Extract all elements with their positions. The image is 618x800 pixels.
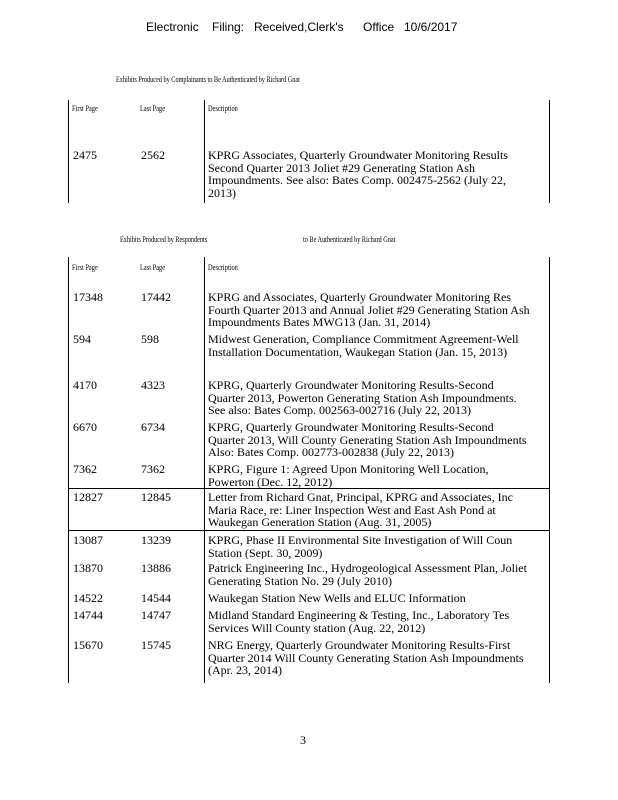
row-last-page: 12845 [141,490,171,504]
row-first-page: 15670 [73,638,103,652]
table1-caption: Exhibits Produced by Complainants to Be Authenticated by Richard Gnat [116,75,300,84]
row-first-page: 17348 [73,290,103,304]
row-description: KPRG and Associates, Quarterly Groundwater Monitoring Res Fourth Quarter 2013 and Annual Joliet #29 Generating Station Ash Impoundments Bates MWG13 (Jan. 31, 2014) [208,291,530,329]
row-last-page: 4323 [141,378,165,392]
header-received: Received,Clerk's [254,20,344,34]
table1-border-right [549,100,550,203]
row-first-page: 12827 [73,490,103,504]
row-first-page: 7362 [73,462,97,476]
table1-col-first-page: First Page [72,104,98,113]
row-first-page: 14744 [73,608,103,622]
table2-divider [204,257,205,683]
row-description: Midwest Generation, Compliance Commitment Agreement-Well Installation Documentation, Waukegan Station (Jan. 15, 2013) [208,333,519,358]
row-last-page: 6734 [141,420,165,434]
table1-border-left [68,100,69,203]
row-last-page: 7362 [141,462,165,476]
row-first-page: 13870 [73,561,103,575]
row-description: KPRG, Figure 1: Agreed Upon Monitoring Well Location, Powerton (Dec. 12, 2012) [208,463,489,488]
table1-col-last-page: Last Page [140,104,166,113]
row-last-page: 13886 [141,561,171,575]
row-description: KPRG, Phase II Environmental Site Investigation of Will Coun Station (Sept. 30, 2009) [208,534,513,559]
table2-col-last-page: Last Page [140,263,166,272]
header-date: 10/6/2017 [404,20,458,34]
row-first-page: 6670 [73,420,97,434]
row-description: Patrick Engineering Inc., Hydrogeological Assessment Plan, Joliet Generating Station No. 29 (July 2010) [208,562,527,587]
table2-caption-left: Exhibits Produced by Respondents [120,235,208,244]
row-description: KPRG Associates, Quarterly Groundwater Monitoring Results Second Quarter 2013 Joliet #29 Generating Station Ash Impoundments. See also: Bates Comp. 002475-2562 (July 22, 2013) [208,149,508,199]
row-first-page: 594 [73,332,91,346]
row-last-page: 2562 [141,148,165,162]
table2-border-left [68,257,69,683]
table2-row-rule [68,530,550,531]
row-last-page: 13239 [141,533,171,547]
table2-col-description: Description [208,263,238,272]
row-description: Midland Standard Engineering & Testing, Inc., Laboratory Tes Services Will County station (Aug. 22, 2012) [208,609,510,634]
row-first-page: 14522 [73,591,103,605]
table2-caption-right: to Be Authenticated by Richard Gnat [303,235,396,244]
row-first-page: 4170 [73,378,97,392]
row-description: NRG Energy, Quarterly Groundwater Monitoring Results-First Quarter 2014 Will County Generating Station Ash Impoundments (Apr. 23, 2014) [208,639,524,677]
row-description: Waukegan Station New Wells and ELUC Information [208,592,466,605]
header-filing: Filing: [212,20,245,34]
table1-col-description: Description [208,104,238,113]
table1-divider [204,100,205,203]
row-description: KPRG, Quarterly Groundwater Monitoring Results-Second Quarter 2013, Will County Generating Station Ash Impoundments Also: Bates Comp. 002773-002838 (July 22, 2013) [208,421,527,459]
row-last-page: 15745 [141,638,171,652]
row-description: Letter from Richard Gnat, Principal, KPRG and Associates, Inc Maria Race, re: Liner Inspection West and East Ash Pond at Waukegan Generation Station (Aug. 31, 2005) [208,491,513,529]
table2-row-rule [68,488,550,489]
page-number: 3 [300,733,306,747]
row-last-page: 17442 [141,290,171,304]
row-last-page: 14747 [141,608,171,622]
row-first-page: 13087 [73,533,103,547]
row-first-page: 2475 [73,148,97,162]
header-office: Office [363,20,395,34]
table2-col-first-page: First Page [72,263,98,272]
header-electronic: Electronic [146,20,199,34]
row-description: KPRG, Quarterly Groundwater Monitoring Results-Second Quarter 2013, Powerton Generating Station Ash Impoundments. See also: Bates Comp. 002563-002716 (July 22, 2013) [208,379,517,417]
row-last-page: 598 [141,332,159,346]
row-last-page: 14544 [141,591,171,605]
